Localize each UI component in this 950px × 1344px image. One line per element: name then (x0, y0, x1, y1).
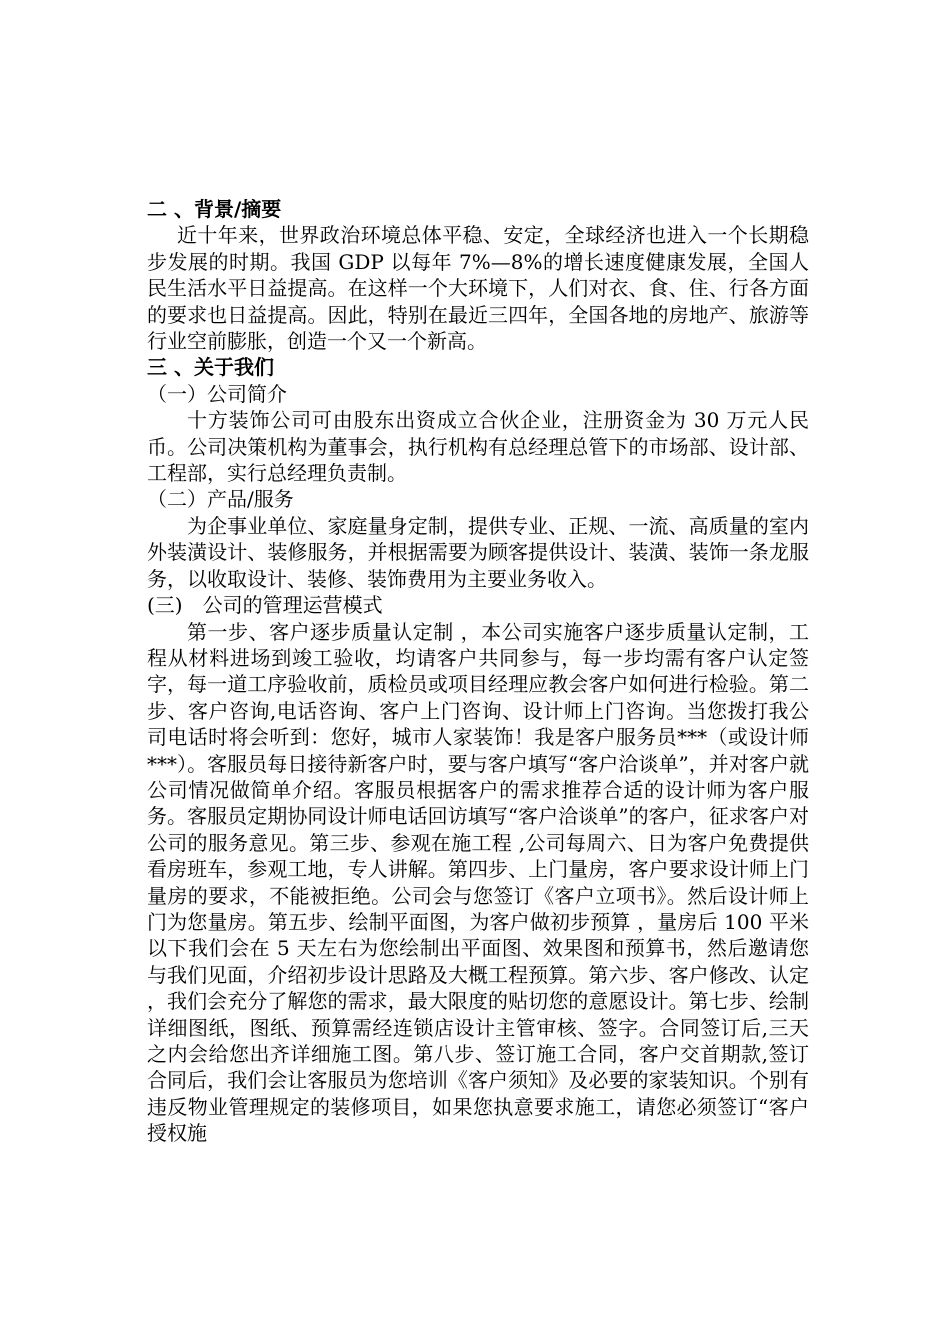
subheading-products-services: （二）产品/服务 (147, 487, 294, 512)
subheading-company-intro: （一）公司简介 (147, 381, 287, 406)
paragraph-company-intro: 十方装饰公司可由股东出资成立合伙企业，注册资金为 30 万元人民币。公司决策机构为董事会，执行机构有总经理总管下的市场部、设计部、工程部，实行总经理负责制。 (147, 408, 809, 486)
paragraph-products-services: 为企事业单位、家庭量身定制，提供专业、正规、一流、高质量的室内外装潢设计、装修服务，并根据需要为顾客提供设计、装潢、装饰一条龙服务，以收取设计、装修、装饰费用为主要业务收入。 (147, 513, 809, 591)
paragraph-operation-model: 第一步、客户逐步质量认定制 ，本公司实施客户逐步质量认定制，工程从材料进场到竣工验收，均请客户共同参与，每一步均需有客户认定签字，每一道工序验收前，质检员或项目经理应教会客户如何进行检验。第二步、客户咨询,电话咨询、客户上门咨询、设计师上门咨询。当您拨打我公司电话时将会听到：您好，城市人家装饰！我是客户服务员***（或设计师***）。客服员每日接待新客户时，要与客户填写“客户洽谈单”，并对客户就公司情况做简单介绍。客服员根据客户的需求推荐合适的设计师为客户服务。客服员定期协同设计师电话回访填写“客户洽谈单”的客户，征求客户对公司的服务意见。第三步、参观在施工程 ,公司每周六、日为客户免费提供看房班车，参观工地，专人讲解。第四步、上门量房，客户要求设计师上门量房的要求，不能被拒绝。公司会与您签订《客户立项书》。然后设计师上门为您量房。第五步、绘制平面图，为客户做初步预算 ，量房后 100 平米以下我们会在 5 天左右为您绘制出平面图、效果图和预算书，然后邀请您与我们见面，介绍初步设计思路及大概工程预算。第六步、客户修改、认定 ，我们会充分了解您的需求，最大限度的贴切您的意愿设计。第七步、绘制详细图纸，图纸、预算需经连锁店设计主管审核、签字。合同签订后,三天之内会给您出齐详细施工图。第八步、签订施工合同，客户交首期款,签订合同后，我们会让客服员为您培训《客户须知》及必要的家装知识。个别有违反物业管理规定的装修项目，如果您执意要求施工，请您必须签订“客户授权施 (147, 619, 809, 1146)
subheading-operation-model: (三) 公司的管理运营模式 (147, 593, 383, 618)
section-heading-about-us: 三 、关于我们 (147, 355, 274, 380)
section-heading-background: 二 、背景/摘要 (147, 197, 282, 221)
paragraph-background: 近十年来，世界政治环境总体平稳、安定，全球经济也进入一个长期稳步发展的时期。我国 GDP 以每年 7%—8%的增长速度健康发展，全国人民生活水平日益提高。在这样一个大环境下，人们对衣、食、住、行各方面的要求也日益提高。因此，特别在最近三四年，全国各地的房地产、旅游等行业空前膨胀，创造一个又一个新高。 (147, 223, 809, 354)
document-body (147, 196, 809, 1147)
